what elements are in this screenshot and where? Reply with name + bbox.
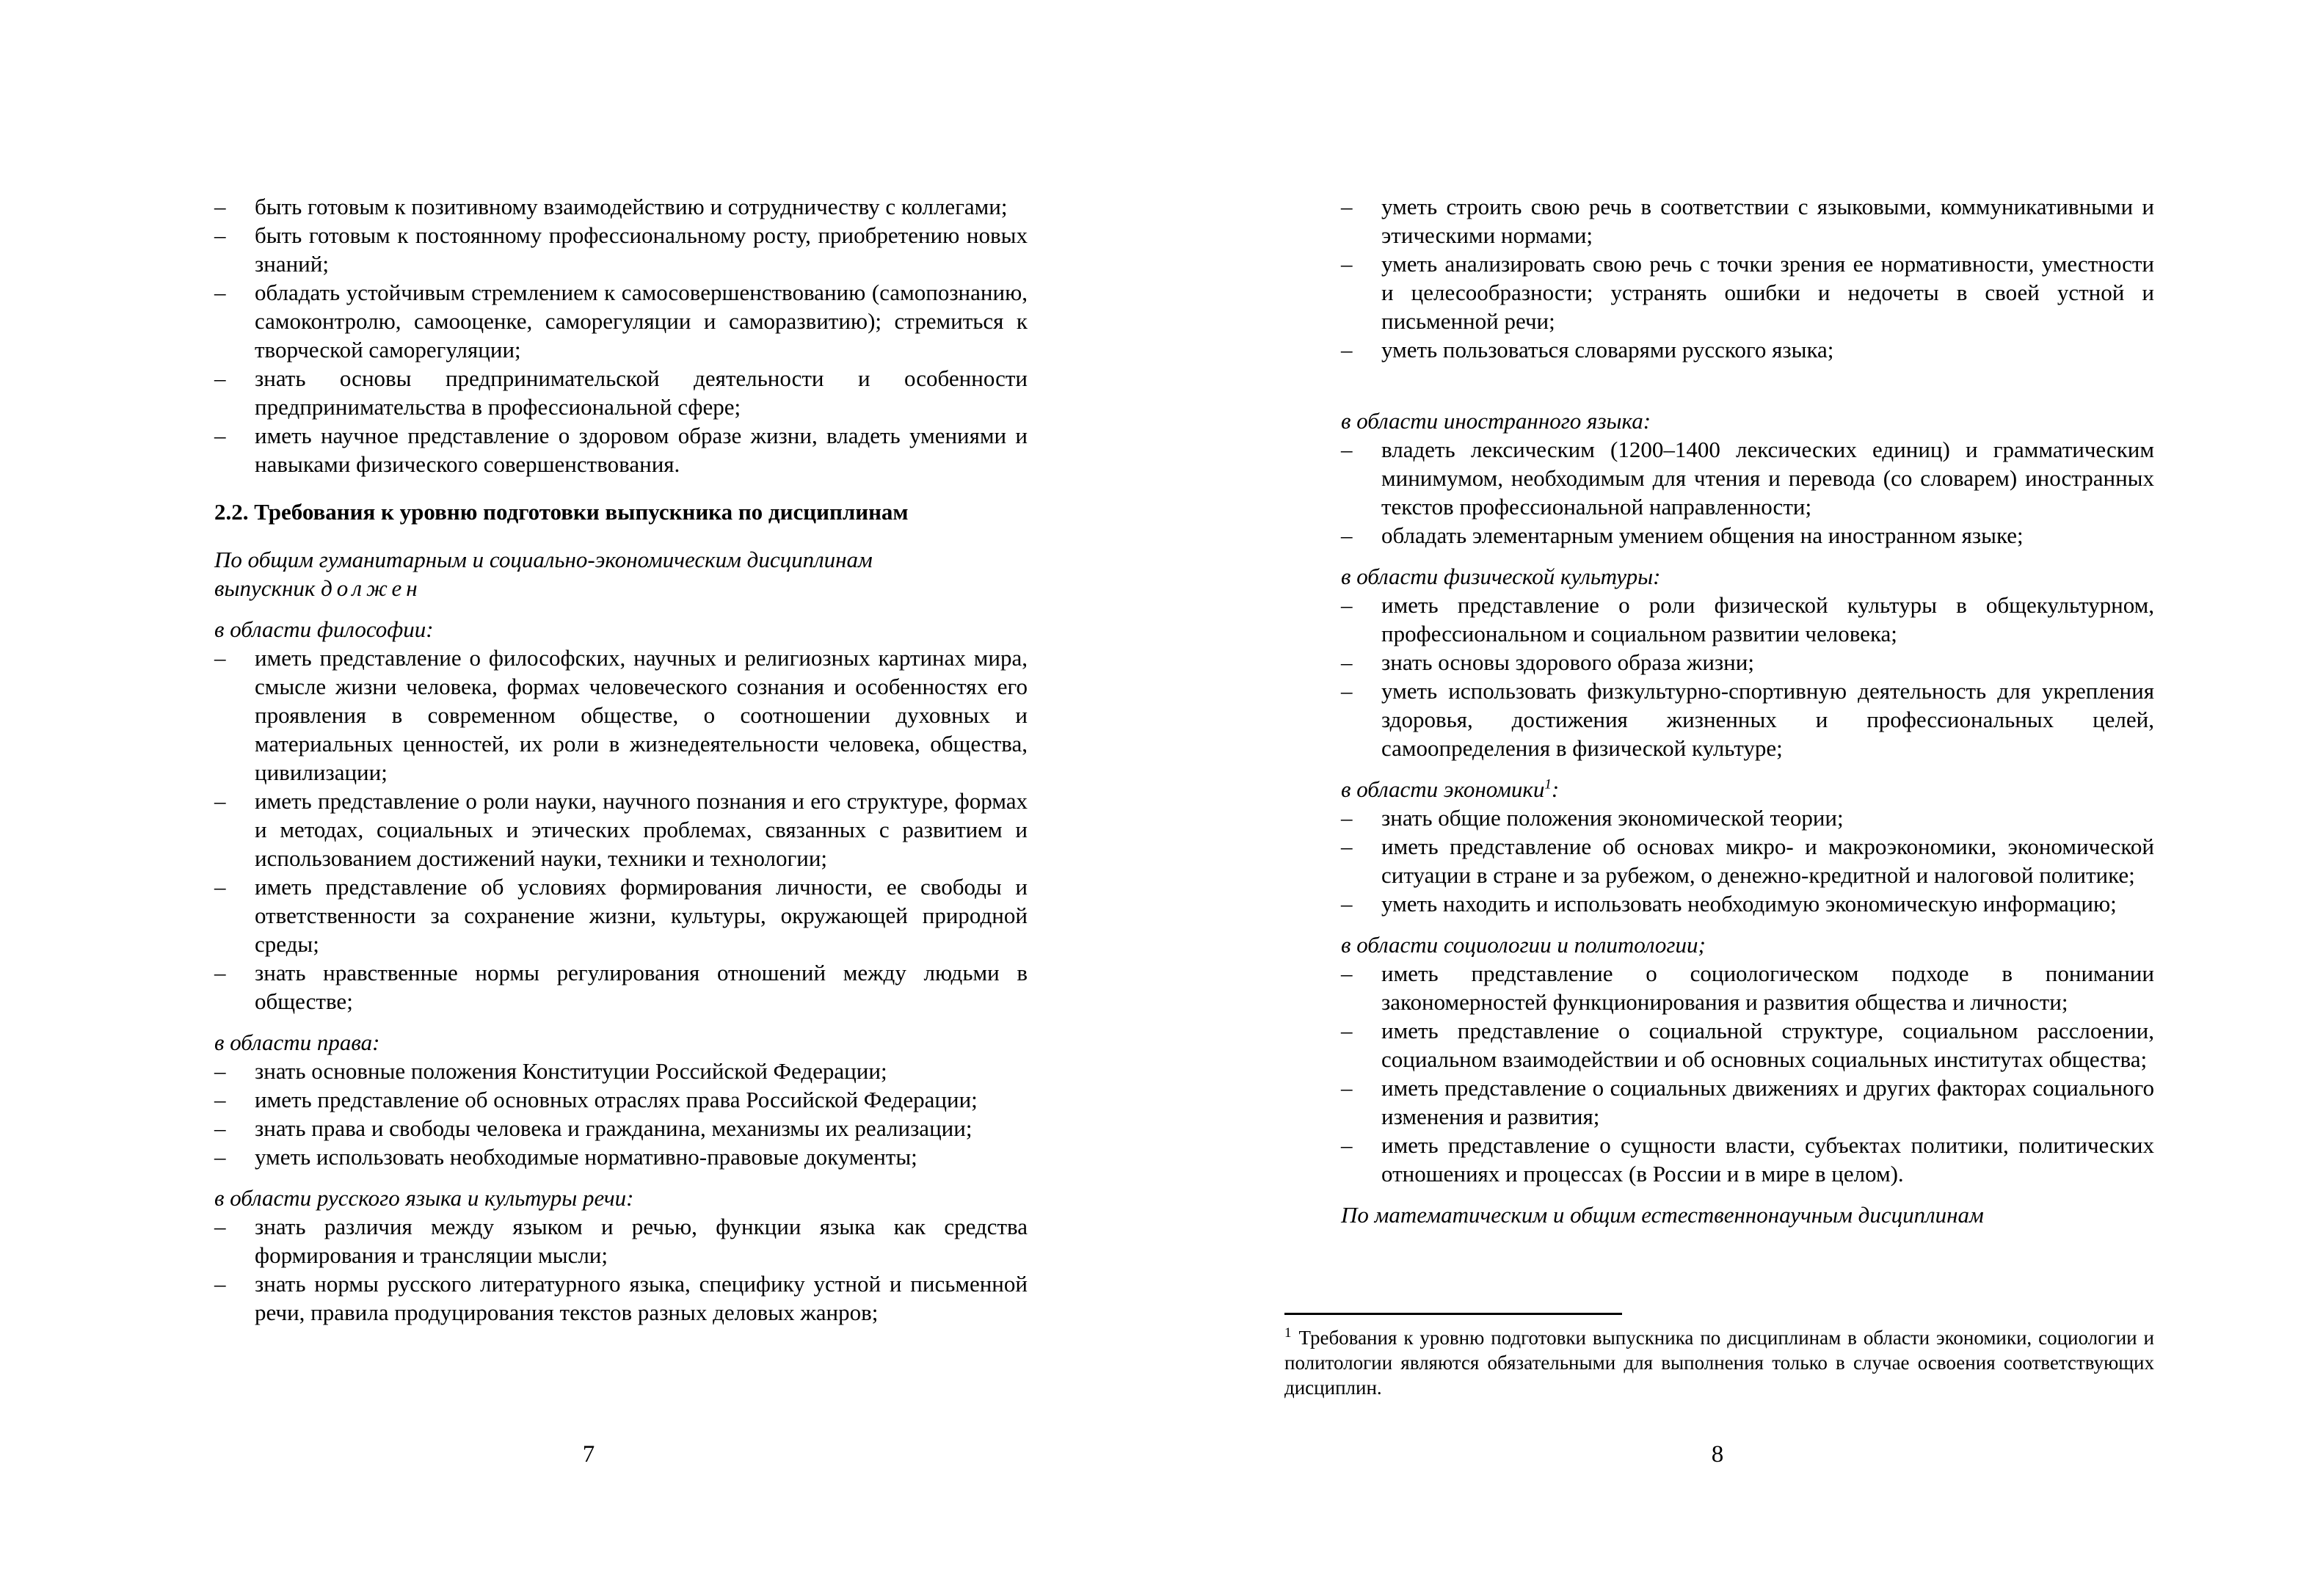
left-intro-list <box>214 192 1028 478</box>
list-item: – быть готовым к постоянному профессиональному росту, приобретению новых знаний; <box>214 221 1028 278</box>
list-item: – уметь находить и использовать необходимую экономическую информацию; <box>1341 889 2154 918</box>
list-item: – иметь представление о социологическом подходе в понимании закономерностей функционирования и развития общества и личности; <box>1341 959 2154 1016</box>
disciplines-intro <box>214 545 1028 602</box>
footnote <box>1284 1325 2154 1400</box>
list-item: – быть готовым к позитивному взаимодействию и сотрудничеству с коллегами; <box>214 192 1028 221</box>
list-item: – уметь использовать необходимые нормативно-правовые документы; <box>214 1143 1028 1171</box>
list-item: – владеть лексическим (1200–1400 лексических единиц) и грамматическим минимумом, необходимым для чтения и перевода (со словарем) иностранных текстов профессиональной направленности; <box>1341 435 2154 521</box>
subsection-title-law: в области права: <box>214 1030 380 1055</box>
subsection-title-foreign-language: в области иностранного языка: <box>1341 408 1651 434</box>
foreign-language-list <box>1341 435 2154 550</box>
list-item: – знать нравственные нормы регулирования отношений между людьми в обществе; <box>214 958 1028 1016</box>
list-item: – иметь представление о социальных движениях и других факторах социального изменения и развития; <box>1341 1074 2154 1131</box>
philosophy-list <box>214 644 1028 1016</box>
list-item: – иметь научное представление о здоровом образе жизни, владеть умениями и навыками физического совершенствования. <box>214 421 1028 478</box>
list-item: – иметь представление об основах микро- и макроэкономики, экономической ситуации в стране и за рубежом, о денежно-кредитной и налоговой политике; <box>1341 832 2154 889</box>
subsection-title-physical-culture: в области физической культуры: <box>1341 564 1661 589</box>
section-heading: 2.2. Требования к уровню подготовки выпускника по дисциплинам <box>214 499 909 525</box>
right-page-text <box>1341 192 2154 1229</box>
next-disciplines-heading: По математическим и общим естественнонаучным дисциплинам <box>1341 1202 1984 1228</box>
subsection-title-economics-text: в области экономики <box>1341 776 1545 802</box>
intro-prefix: выпускник <box>214 575 316 601</box>
list-item: – знать основы здорового образа жизни; <box>1341 648 2154 677</box>
page-number: 8 <box>1711 1441 1724 1468</box>
sociology-list <box>1341 959 2154 1188</box>
law-list <box>214 1057 1028 1171</box>
russian-list <box>214 1212 1028 1327</box>
intro-emphasis: должен <box>321 575 422 601</box>
economics-list <box>1341 804 2154 918</box>
footnote-text: Требования к уровню подготовки выпускника по дисциплинам в области экономики, социологии и политологии являются обязательными для выполнения только в случае освоения соответствующих дисциплин. <box>1284 1327 2154 1399</box>
footnote-reference[interactable]: 1 <box>1544 776 1552 792</box>
left-page-text <box>214 192 1028 1327</box>
list-item: – обладать устойчивым стремлением к самосовершенствованию (самопознанию, самоконтролю, самооценке, саморегуляции и саморазвитию); стремиться к творческой саморегуляции; <box>214 278 1028 364</box>
right-page <box>1156 0 2312 1596</box>
list-item: – обладать элементарным умением общения на иностранном языке; <box>1341 521 2154 550</box>
subsection-title-sociology: в области социологии и политологии; <box>1341 932 1706 958</box>
list-item: – уметь пользоваться словарями русского языка; <box>1341 335 2154 364</box>
list-item: – знать нормы русского литературного языка, специфику устной и письменной речи, правила продуцирования текстов разных деловых жанров; <box>214 1269 1028 1327</box>
title-colon: : <box>1551 776 1560 802</box>
footnote-mark: 1 <box>1284 1325 1292 1341</box>
list-item: – знать основные положения Конституции Российской Федерации; <box>214 1057 1028 1085</box>
list-item: – иметь представление о роли науки, научного познания и его структуре, формах и методах, социальных и этических проблемах, связанных с развитием и использованием достижений науки, техники и технологии; <box>214 787 1028 872</box>
list-item: – иметь представление об условиях формирования личности, ее свободы и ответственности за сохранение жизни, культуры, окружающей природной среды; <box>214 872 1028 958</box>
list-item: – знать основы предпринимательской деятельности и особенности предпринимательства в профессиональной сфере; <box>214 364 1028 421</box>
list-item: – иметь представление об основных отраслях права Российской Федерации; <box>214 1085 1028 1114</box>
list-item: – иметь представление о философских, научных и религиозных картинах мира, смысле жизни человека, формах человеческого сознания и особенностях его проявления в современном обществе, о соотношении духовных и материальных ценностей, их роли в жизнедеятельности человека, общества, цивилизации; <box>214 644 1028 787</box>
list-item: – иметь представление о социальной структуре, социальном расслоении, социальном взаимодействии и об основных социальных институтах общества; <box>1341 1016 2154 1074</box>
physical-culture-list <box>1341 591 2154 762</box>
list-item: – знать различия между языком и речью, функции языка как средства формирования и трансляции мысли; <box>214 1212 1028 1269</box>
list-item: – уметь анализировать свою речь с точки зрения ее нормативности, уместности и целесообразности; устранять ошибки и недочеты в своей устной и письменной речи; <box>1341 249 2154 335</box>
list-item: – иметь представление о сущности власти, субъектах политики, политических отношениях и процессах (в России и в мире в целом). <box>1341 1131 2154 1188</box>
intro-line-1: По общим гуманитарным и социально-экономическим дисциплинам <box>214 547 873 572</box>
list-item: – уметь использовать физкультурно-спортивную деятельность для укрепления здоровья, достижения жизненных и профессиональных целей, самоопределения в физической культуре; <box>1341 677 2154 762</box>
list-item: – иметь представление о роли физической культуры в общекультурном, профессиональном и социальном развитии человека; <box>1341 591 2154 648</box>
list-item: – знать общие положения экономической теории; <box>1341 804 2154 832</box>
page-number: 7 <box>582 1441 595 1468</box>
subsection-title-economics <box>1341 775 2154 804</box>
footnote-divider <box>1284 1313 1622 1315</box>
list-item: – знать права и свободы человека и гражданина, механизмы их реализации; <box>214 1114 1028 1143</box>
right-continued-list <box>1341 192 2154 364</box>
list-item: – уметь строить свою речь в соответствии с языковыми, коммуникативными и этическими нормами; <box>1341 192 2154 249</box>
subsection-title-philosophy: в области философии: <box>214 616 434 642</box>
subsection-title-russian: в области русского языка и культуры речи: <box>214 1185 634 1211</box>
